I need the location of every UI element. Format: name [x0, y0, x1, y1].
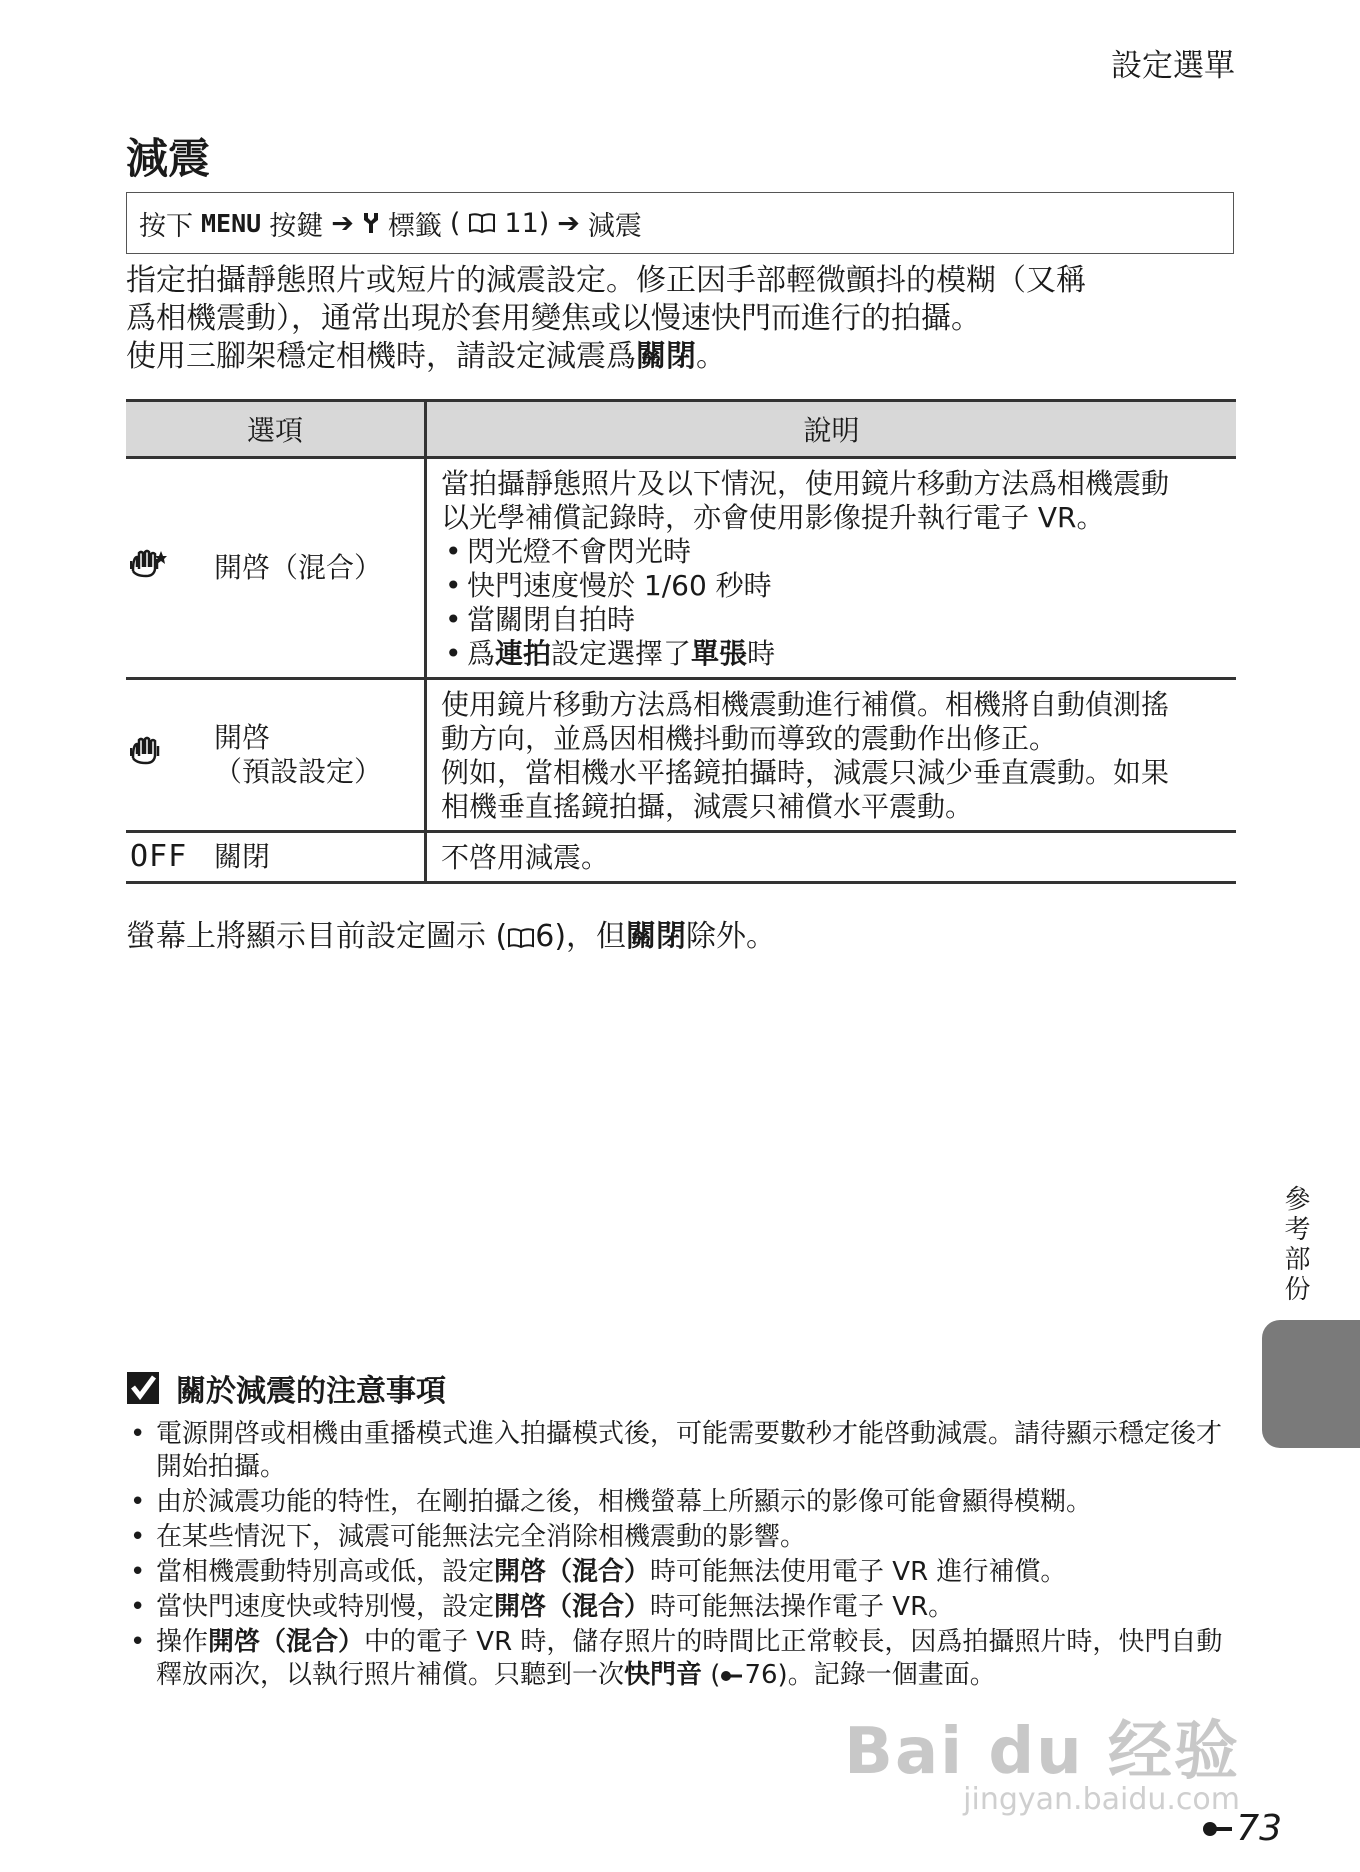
page-title: 減震 — [126, 134, 211, 183]
option-cell — [126, 679, 426, 832]
vr-on-icon — [126, 736, 214, 774]
list-item: • 由於減震功能的特性，在剛拍攝之後，相機螢幕上所顯示的影像可能會顯得模糊。 — [126, 1486, 1236, 1519]
intro-paragraph — [126, 262, 1236, 376]
book-icon — [507, 927, 535, 949]
notes-list — [126, 1418, 1236, 1694]
watermark-logo: Bai du 经验 — [844, 1715, 1240, 1789]
description-line: 相機垂直搖鏡拍攝，減震只補償水平震動。 — [441, 790, 974, 823]
description-cell — [426, 679, 1237, 832]
watermark-url: jingyan.baidu.com — [963, 1782, 1240, 1817]
bold-term: 關閉 — [626, 919, 687, 954]
description-cell — [426, 458, 1237, 679]
nav-key-label: 按鍵 — [269, 210, 324, 242]
intro-line: 爲相機震動），通常出現於套用變焦或以慢速快門而進行的拍攝。 — [126, 301, 981, 336]
bold-term: 快門音 — [624, 1660, 703, 1690]
section-header: 設定選單 — [1111, 48, 1235, 84]
description-line: 動方向，並爲因相機抖動而導致的震動作出修正。 — [441, 722, 1058, 755]
column-header-description: 說明 — [426, 401, 1237, 458]
nav-ref-page: 11) — [504, 207, 550, 239]
description-cell: 不啓用減震。 — [426, 832, 1237, 883]
nav-ref-open: ( — [449, 207, 461, 239]
list-item: • 當關閉自拍時 — [441, 603, 1226, 637]
page-number: 73 — [1202, 1808, 1282, 1849]
list-item: • 當快門速度快或特別慢，設定開啓（混合）時可能無法操作電子 VR。 — [126, 1591, 1236, 1624]
list-item: • 爲連拍設定選擇了單張時 — [441, 637, 1226, 671]
table-row — [126, 679, 1236, 832]
list-item: • 在某些情況下，減震可能無法完全消除相機震動的影響。 — [126, 1521, 1236, 1554]
intro-line: 指定拍攝靜態照片或短片的減震設定。修正因手部輕微顫抖的模糊（又稱 — [126, 263, 1086, 298]
notes-heading — [126, 1366, 446, 1410]
table-row — [126, 832, 1236, 883]
description-line: 使用鏡片移動方法爲相機震動進行補償。相機將自動偵測搖 — [441, 688, 1170, 721]
nav-prefix: 按下 — [139, 210, 193, 242]
reference-section-icon — [1202, 1818, 1234, 1840]
section-side-label: 參考部份 — [1280, 1185, 1310, 1305]
option-label: 開啓 （預設設定） — [214, 721, 383, 788]
arrow-icon: ➔ — [557, 207, 580, 239]
option-label: 關閉 — [214, 840, 271, 873]
bold-term: 開啓（混合） — [208, 1627, 365, 1657]
bold-term: 單張 — [691, 637, 748, 670]
list-item: • 當相機震動特別高或低，設定開啓（混合）時可能無法使用電子 VR 進行補償。 — [126, 1556, 1236, 1589]
section-tab — [1262, 1320, 1360, 1448]
checkmark-icon — [126, 1371, 160, 1405]
bold-term: 關閉 — [636, 339, 696, 374]
table-row — [126, 458, 1236, 679]
nav-destination: 減震 — [587, 210, 642, 242]
icon-display-note: 螢幕上將顯示目前設定圖示 ( 6)，但關閉除外。 — [126, 919, 777, 954]
bold-term: 連拍 — [495, 637, 552, 670]
bold-term: 開啓（混合） — [494, 1557, 651, 1587]
option-cell — [126, 458, 426, 679]
intro-line: 使用三腳架穩定相機時，請設定減震爲關閉。 — [126, 339, 726, 374]
options-table — [126, 399, 1236, 884]
option-cell — [126, 832, 426, 883]
description-line: 以光學補償記錄時，亦會使用影像提升執行電子 VR。 — [441, 501, 1105, 534]
wrench-icon — [362, 211, 380, 235]
table-header-row — [126, 401, 1236, 458]
notes-title: 關於減震的注意事項 — [176, 1374, 446, 1409]
book-icon — [468, 212, 496, 234]
vr-hybrid-icon — [126, 549, 214, 587]
list-item: • 快門速度慢於 1/60 秒時 — [441, 569, 1226, 603]
list-item: • 操作開啓（混合）中的電子 VR 時，儲存照片的時間比正常較長，因爲拍攝照片時，快門自動釋放兩次，以執行照片補償。只聽到一次快門音 ( 76)。記錄一個畫面。 — [126, 1626, 1236, 1692]
condition-list — [441, 535, 1226, 671]
option-label: 開啓（混合） — [214, 551, 383, 584]
arrow-icon: ➔ — [331, 207, 354, 239]
list-item: • 電源開啓或相機由重播模式進入拍攝模式後，可能需要數秒才能啓動減震。請待顯示穩定後才開始拍攝。 — [126, 1418, 1236, 1484]
description-line: 當拍攝靜態照片及以下情況，使用鏡片移動方法爲相機震動 — [441, 467, 1170, 500]
menu-path-box — [126, 192, 1234, 254]
nav-tab-label: 標籤 — [387, 210, 442, 242]
bold-term: 開啓（混合） — [494, 1592, 651, 1622]
menu-key-label: MENU — [201, 208, 262, 238]
vr-off-icon: OFF — [130, 839, 188, 874]
list-item: • 閃光燈不會閃光時 — [441, 535, 1226, 569]
description-line: 例如，當相機水平搖鏡拍攝時，減震只減少垂直震動。如果 — [441, 756, 1170, 789]
reference-section-icon — [720, 1668, 744, 1684]
column-header-option: 選項 — [126, 401, 426, 458]
